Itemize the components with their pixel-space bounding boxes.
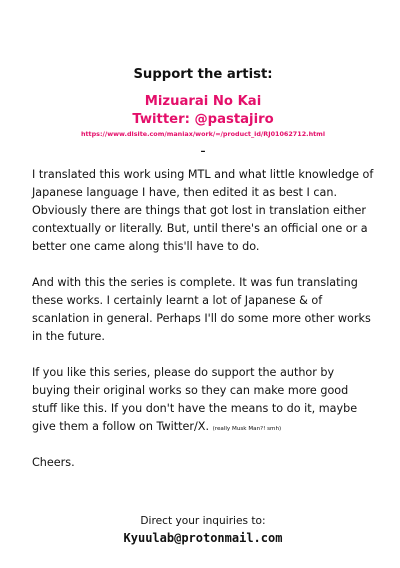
translation-note-paragraph: I translated this work using MTL and what little knowledge of Japanese language I have, then edited it as best I can. Obviously there are things that got lost in translation either contextually or literally. But, until there's an official one or a better one came along this'll have to do.	[32, 168, 374, 253]
artist-name: Mizuarai No Kai	[144, 94, 262, 109]
closing-text: Cheers.	[32, 456, 75, 469]
support-author-text: If you like this series, please do support the author by buying their original works so they can make more good stuff like this. If you don't have the means to do it, maybe give them a follow on Twitter/X.	[32, 366, 358, 433]
contact-label: Direct your inquiries to:	[140, 515, 266, 527]
aside-note: (really Musk Man?! smh)	[212, 426, 282, 432]
series-complete-paragraph: And with this the series is complete. It was fun translating these works. I certainly learnt a lot of Japanese & of scanlation in general. Perhaps I'll do some more other works in the future.	[32, 276, 371, 343]
contact-email[interactable]: Kyuulab@protonmail.com	[123, 531, 283, 545]
support-title: Support the artist:	[133, 67, 273, 82]
section-divider: –	[200, 146, 206, 157]
twitter-handle: Twitter: @pastajiro	[132, 112, 274, 127]
artist-url[interactable]: https://www.dlsite.com/maniax/work/=/product_id/RJ01062712.html	[80, 130, 326, 138]
support-author-paragraph	[32, 364, 374, 436]
